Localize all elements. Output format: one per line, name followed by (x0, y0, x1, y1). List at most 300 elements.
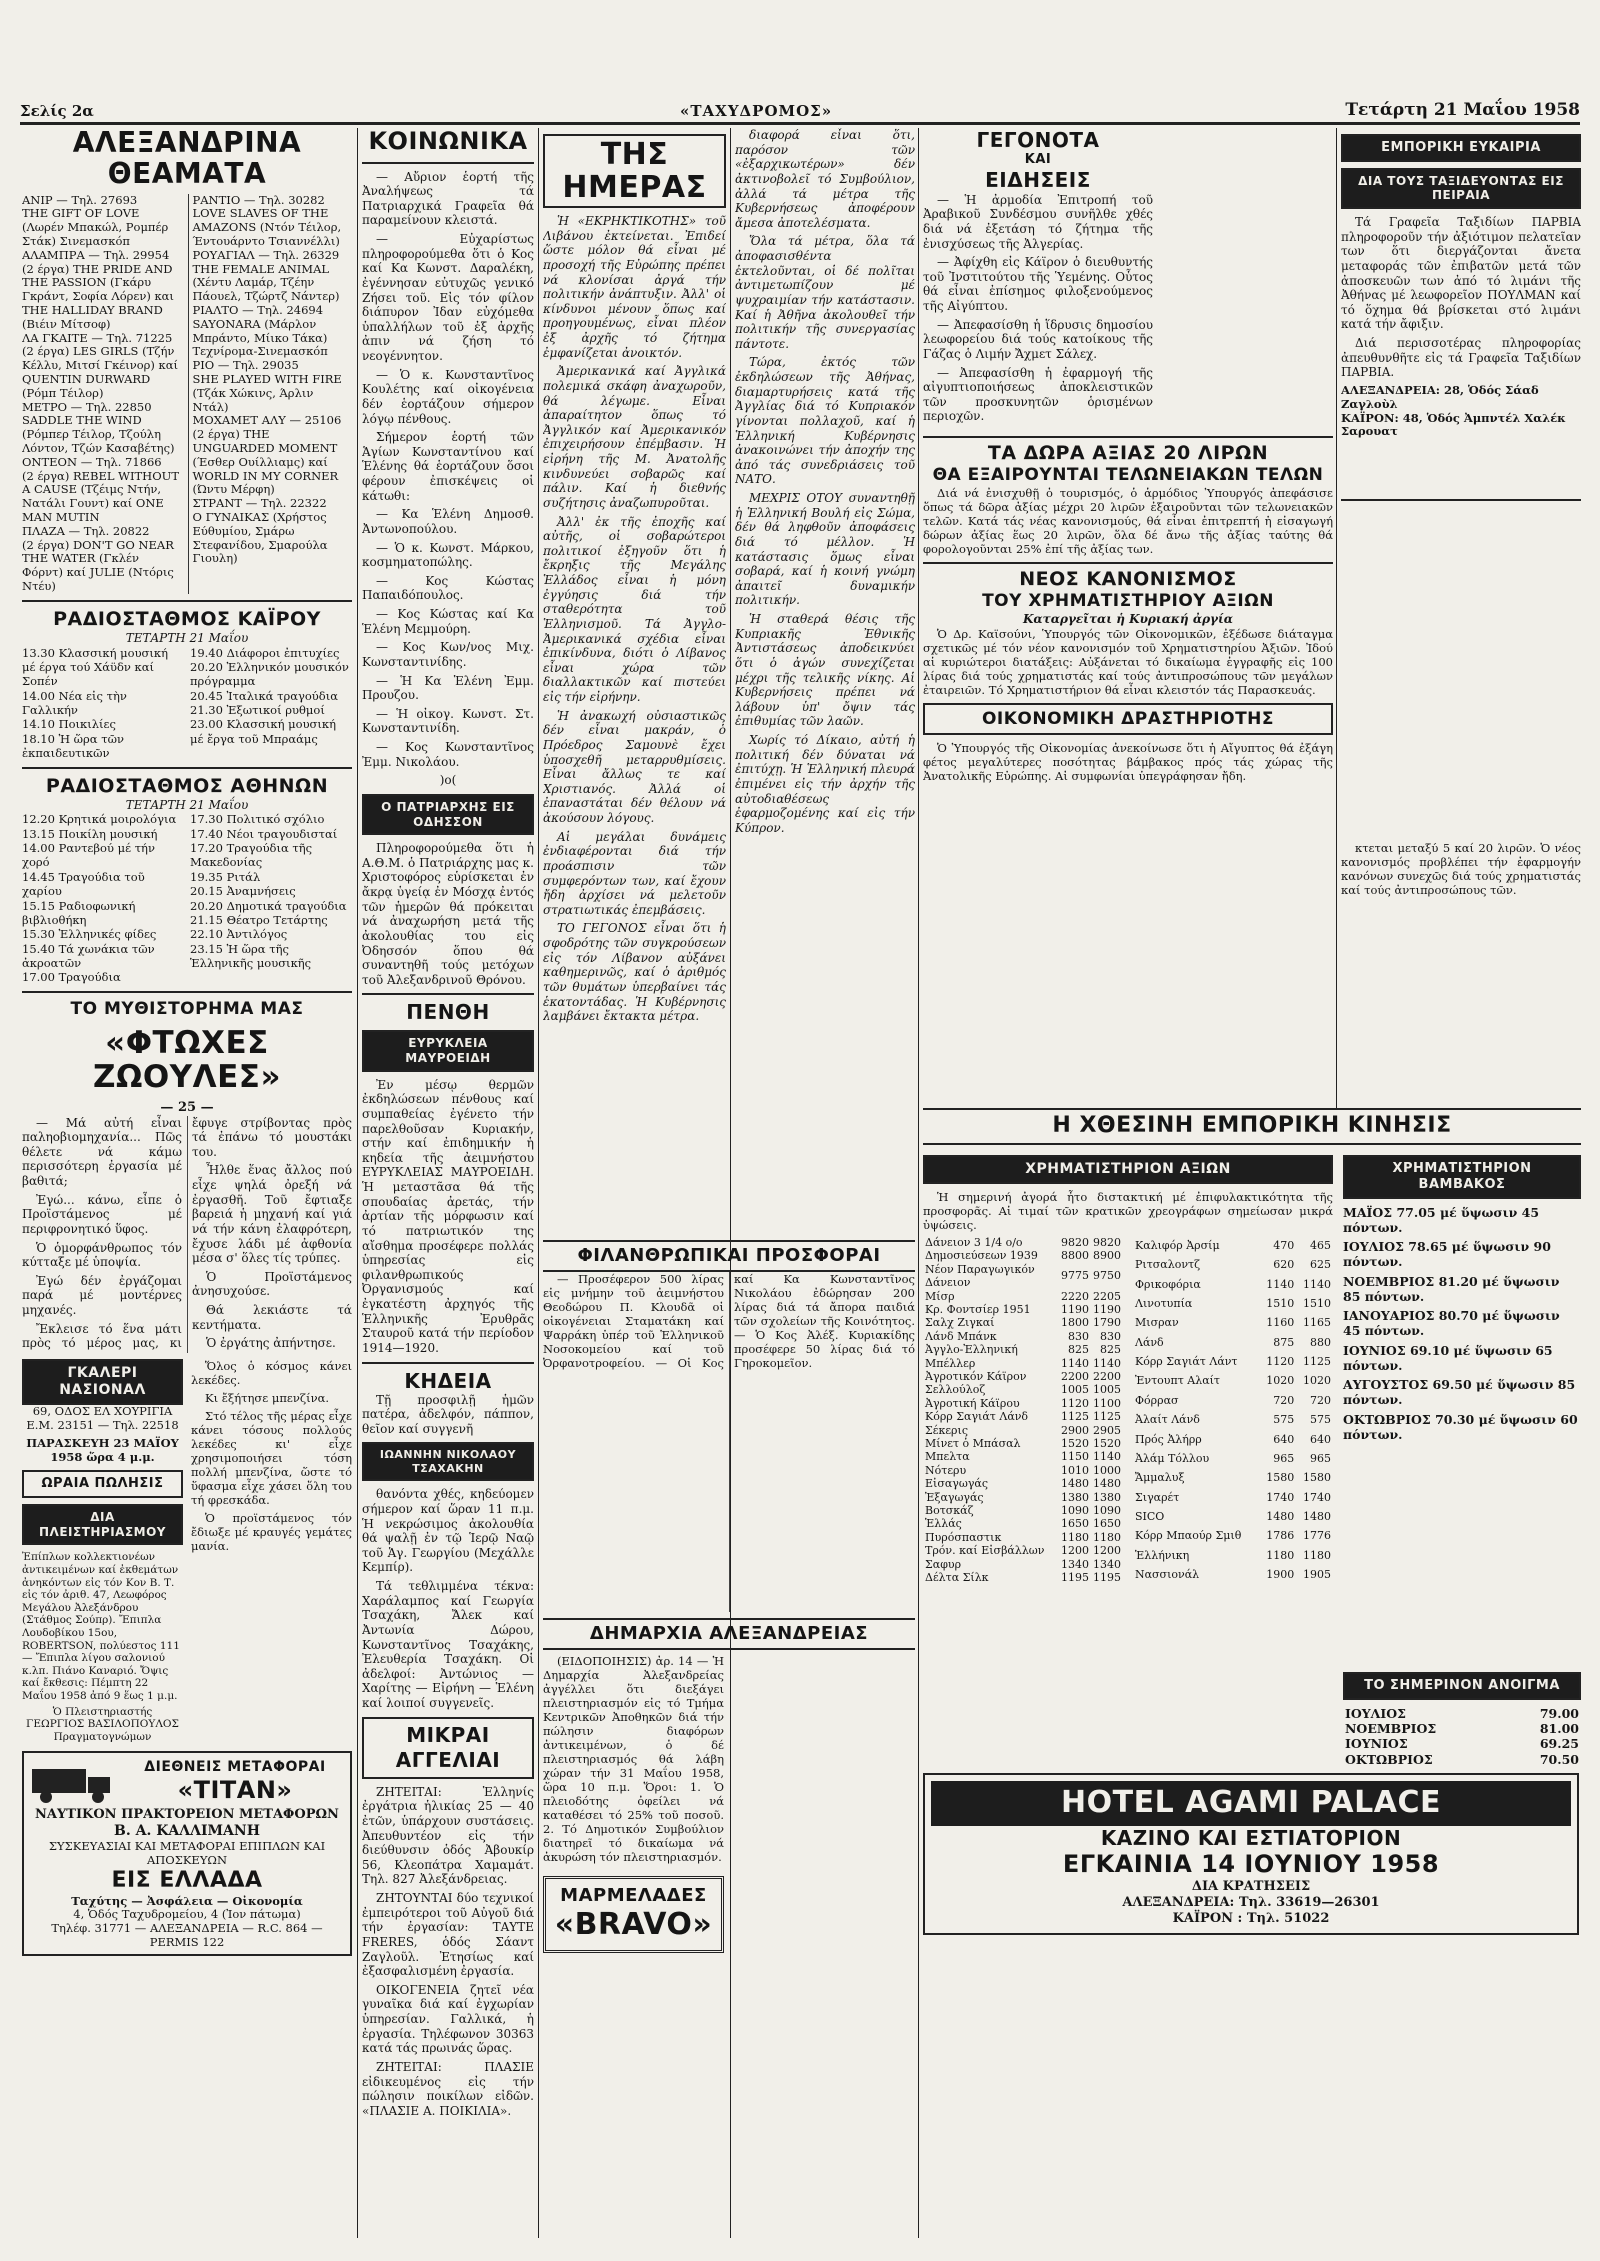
price-row (923, 1424, 1123, 1437)
truck-icon (28, 1757, 118, 1807)
stock-price: 1650 (1061, 1517, 1089, 1531)
stock-name: Σέκερις (925, 1423, 968, 1437)
stock-price: 470 (1273, 1238, 1295, 1252)
radio-program: 15.15 Ραδιοφωνική βιβλιοθήκη (22, 898, 136, 927)
price-row (1133, 1488, 1333, 1507)
radio-program: 13.15 Ποικίλη μουσική (22, 826, 158, 841)
radio-cairo-schedule (22, 646, 352, 761)
social-item: — Ὁ κ. Κωνστ. Μάρκου, κοσμηματοπώλης. (362, 540, 534, 570)
municipality-left (543, 1654, 724, 1953)
cotton-block (1343, 1149, 1581, 1767)
travel-text: Τά Γραφεῖα Ταξιδίων ΠΑΡΒΙΑ πληροφοροῦν τήν ἀξιότιμον πελατεῖαν των ὅτι διεργάζονται ἄνετα μεταφοράς τῶν ἐπιβατῶν μετά τῶν ἀποσκευῶν των ἀπό τό λιμάνι τῆς Ἀθήνας μέ λεωφορεῖον ΠΟΥΛΜΑΝ καί τό ὅχημα θά βρίσκεται στό λιμάνι κατά τήν ἄφιξιν. (1341, 215, 1581, 332)
stock-name: Εἰσαγωγάς (925, 1477, 988, 1491)
stock-name: Ἑλλάς (925, 1517, 962, 1531)
radio-program: 19.40 Διάφοροι ἐπιτυχίες (190, 645, 340, 660)
gallery-phones: Ε.Μ. 23151 — Τηλ. 22518 (26, 1417, 179, 1432)
stock-price: 9775 (1061, 1269, 1089, 1283)
stock-price: 8800 (1061, 1249, 1089, 1263)
price-row (1133, 1294, 1333, 1313)
stock-price: 1020 (1303, 1374, 1331, 1388)
stock-name: Ἀγροτικόν Κάϊρον (925, 1370, 1027, 1384)
stock-name: Λινοτυπία (1135, 1297, 1193, 1310)
cinema-entry: ΡΙΟ — Τηλ. 29035 (192, 358, 299, 373)
stock-price: 69.25 (1539, 1736, 1579, 1752)
cotton-price: ΙΑΝΟΥΑΡΙΟΣ 80.70 μέ ὕψωσιν 45 πόντων. (1343, 1308, 1560, 1339)
price-row (923, 1571, 1123, 1584)
cinema-entry: LOVE SLAVES OF THE AMAZONS (Ντόν Τέιλορ, Έντουάρντο Τσιαννέλλι) (192, 206, 342, 248)
news-list (923, 193, 1153, 424)
price-row (1133, 1333, 1333, 1352)
stock-price: 1120 (1266, 1355, 1295, 1369)
price-row (923, 1558, 1123, 1571)
philanthropy-text-block (543, 1272, 915, 1612)
article-paragraph: Χωρίς τό Δίκαιο, αὐτή ἡ πολιτική δέν δύναται νά ἐπιτύχῃ. Ἡ Ἑλληνική πλευρά ἐπιμένει εἰς τήν ἀρχήν τῆς αὐτοδιαθέσεως ἐφαρμοζομένης καί εἰς τήν Κύπρον. (735, 733, 915, 835)
hotel-phones: ΑΛΕΞΑΝΔΡΕΙΑ: Τηλ. 33619—26301 (1122, 1895, 1380, 1911)
stock-price: 1120 (1061, 1396, 1089, 1410)
price-row (1133, 1565, 1333, 1584)
novel-paragraph: Ἐγώ... κάνω, εἶπε ὁ Προϊστάμενος μέ περιφρονητικό ὕφος. (22, 1192, 182, 1236)
stock-price: 1480 (1093, 1477, 1121, 1491)
cinema-listings (22, 194, 352, 594)
titan-services: ΣΥΣΚΕΥΑΣΙΑΙ ΚΑΙ ΜΕΤΑΦΟΡΑΙ ΕΠΙΠΛΩΝ ΚΑΙ ΑΠΟΣΚΕΥΩΝ (48, 1839, 326, 1868)
price-row (923, 1477, 1123, 1490)
cotton-price: ΜΑΪΟΣ 77.05 μέ ὕψωσιν 45 πόντων. (1343, 1204, 1540, 1235)
article-paragraph: Ἡ ἀνακωχή οὐσιαστικῶς δέν εἶναι μακράν, ὁ Πρόεδρος Σαμουνὲ ἔχει ὑποσχεθῆ μεταρρυθμίσεις. Εἶναι ἄλλως τε καί Χριστιανός. Ἀλλά οἱ ἐπαναστάται δέν θέλουν νά ἀκούσουν λόγους. (543, 708, 726, 825)
article-paragraph: Αἱ μεγάλαι δυνάμεις ἐνδιαφέρονται διά τήν προάσπισιν τῶν συμφερόντων των, καί ἔχουν ἤδη ἀρχίσει νά μελετοῦν στρατιωτικάς ἐπεμβάσεις. (543, 829, 726, 917)
stock-price: 1520 (1061, 1437, 1089, 1451)
stock-price: 830 (1100, 1329, 1121, 1343)
radio-program: 19.35 Ριτάλ (190, 869, 261, 884)
marmalade-brand: «BRAVO» (554, 1907, 713, 1943)
gallery-sale: ΩΡΑΙΑ ΠΩΛΗΣΙΣ (22, 1470, 183, 1498)
radio-program: 15.40 Τά χωνάκια τῶν ἀκροατῶν (22, 941, 155, 971)
price-row (1343, 1706, 1581, 1721)
price-row (923, 1397, 1123, 1410)
page-number: Σελίς 2α (20, 102, 94, 120)
stock-name: Ἀγροτική Κάϊρου (925, 1396, 1020, 1410)
price-row (1133, 1371, 1333, 1390)
funeral-family: Τά τεθλιμμένα τέκνα: Χαράλαμπος καί Γεωργία Τσαχάκη, Ἄλεκ καί Ἀντωνία Δώρου, Κωνσταντῖνος Τσαχάκης, Ἐλευθερία Τσαχάκη. Οἱ ἀδελφοί: Ἀντώνιος — Χαρίτης — Εἰρήνη — Ἑλένη καί λοιποί συγγενεῖς. (362, 1579, 534, 1711)
todays-heading: ΤΗΣ ΗΜΕΡΑΣ (543, 134, 726, 208)
novel-paragraph: Ἔκλεισε τό ἕνα μάτι πρὸς τό μέρος μας, κι ἔφυγε στρίβοντας πρὸς τά ἐπάνω τό μουστάκι του. (22, 1115, 352, 1351)
article-paragraph: Ὅλα τά μέτρα, ὅλα τά ἀποφασισθέντα ἐκτελοῦνται, οἱ δέ πολῖται ἀντιμετωπίζουν μέ ψυχραιμίαν τήν κατάστασιν. Καί ἡ Ἀθῆνα ἀκολουθεῖ τήν πολιτικήν τῆς συνεργασίας πάντοτε. (735, 234, 915, 351)
stock-price: 1140 (1093, 1450, 1121, 1464)
stock-exchange-heading: ΧΡΗΜΑΤΙΣΤΗΡΙΟΝ ΑΞΙΩΝ (923, 1155, 1333, 1184)
patriarch-heading: Ο ΠΑΤΡΙΑΡΧΗΣ ΕΙΣ ΟΔΗΣΣΟΝ (362, 794, 534, 835)
social-item: — Εὐχαρίστως πληροφορούμεθα ὅτι ὁ Κος καί Κα Κωνστ. Δαραλέκη, ἐγέννησαν εὐτυχῶς γενικό Ζήσει τοῦ. Εἰς τόν φίλον διάπυρον Ἰδαν εὐχόμεθα ὑπαλλήλων τοῦ ἐξ ἀρχῆς ἀπιν νά ζήση τό νεογέννητον. (362, 232, 534, 364)
price-row (923, 1263, 1123, 1290)
stock-heading: ΝΕΟΣ ΚΑΝΟΝΙΣΜΟΣ (923, 562, 1333, 591)
travel-cairo: ΚΑΪΡΟΝ: 48, Ὁδός Ἀμπντέλ Χαλέκ Σαρουατ (1341, 410, 1566, 439)
funeral-intro: Τῇ προσφιλῇ ἡμῶν πατέρα, ἀδελφόν, πάππον, θεῖον καί συγγενῆ (362, 1392, 534, 1436)
radio-program: 14.10 Ποικιλίες (22, 717, 116, 732)
stock-heading-2: ΤΟΥ ΧΡΗΜΑΤΙΣΤΗΡΙΟΥ ΑΞΙΩΝ (982, 591, 1274, 612)
stock-name: Ἑλλήνικη (1135, 1548, 1190, 1562)
price-row (1133, 1468, 1333, 1487)
bottom-center-section (543, 1240, 915, 2240)
divider (362, 993, 534, 995)
cinema-entry: (2 έργα) DON'T GO NEAR THE WATER (Γκλέν Φόρντ) καί JULIE (Ντόρις Ντέυ) (22, 537, 174, 593)
price-row (923, 1383, 1123, 1396)
stock-price: 1100 (1093, 1396, 1121, 1410)
divider (362, 162, 534, 164)
radio-cairo-right (190, 646, 352, 761)
news-heading: ΓΕΓΟΝΟΤΑ (976, 128, 1100, 152)
stock-price: 640 (1310, 1432, 1331, 1446)
radio-program: 14.00 Ραντεβού μέ τήν χορό (22, 841, 155, 870)
gallery-ad (22, 1359, 183, 1743)
article-paragraph: ΤΟ ΓΕΓΟΝΟΣ εἶναι ὅτι ἡ σφοδρότης τῶν συγκρούσεων εἰς τόν Λίβανον αὐξάνει καθημερινῶς, καί ὁ ἀριθμός τῶν θυμάτων ὑπερβαίνει τάς ἑκατοντάδας. Ἡ Κυβέρνησις λαμβάνει ἔκτακτα μέτρα. (543, 921, 726, 1024)
stock-sub: Καταργεῖται ἡ Κυριακή ἀργία (1022, 611, 1234, 626)
article-paragraph: Τώρα, ἐκτός τῶν ἐκδηλώσεων τῆς Ἀθήνας, διαμαρτυρήσεις κατά τῆς Ἀγγλίας διά τό Κυπριακόν γίνονται πολλαχοῦ, καί ἡ Ἑλληνική Κυβέρνησις ἀνακοινώνει τήν ἀποχήν της ἀπό τάς συνεδριάσεις τοῦ ΝΑΤΟ. (735, 355, 915, 487)
classifieds-list (362, 1785, 534, 2119)
divider (22, 600, 352, 602)
news-block (923, 128, 1153, 428)
article-paragraph: διαφορά εἶναι ὅτι, παρόσον τῶν «ἐξαρχικωτέρων» δέν ἀκτινοβολεῖ τό Συμβούλιον, ἀλλά τά μέτρα τῆς Κυβερνήσεως ἀποφέρουν ἄμεσα ἀποτελέσματα. (735, 128, 915, 230)
novel-heading: ΤΟ ΜΥΘΙΣΤΟΡΗΜΑ ΜΑΣ (70, 998, 304, 1019)
column-2 (362, 128, 534, 2238)
cinema-entry: (2 έργα) LES GIRLS (Τζήν Κέλλυ, Μιτσί Γκέινορ) καί QUENTIN DURWARD (Ρόμπ Τέιλορ) (22, 344, 179, 400)
stock-price: 1380 (1093, 1490, 1121, 1504)
funeral-heading: ΚΗΔΕΙΑ (404, 1368, 492, 1393)
cinema-heading: ΑΛΕΞΑΝΔΡΙΝΑ ΘΕΑΜΑΤΑ (72, 128, 302, 190)
economy-heading: ΟΙΚΟΝΟΜΙΚΗ ΔΡΑΣΤΗΡΙΟΤΗΣ (923, 703, 1333, 736)
radio-cairo-date: ΤΕΤΑΡΤΗ 21 Μαΐου (125, 630, 249, 645)
gifts-sub: ΘΑ ΕΞΑΙΡΟΥΝΤΑΙ ΤΕΛΩΝΕΙΑΚΩΝ ΤΕΛΩΝ (932, 465, 1324, 486)
stock-price: 1520 (1093, 1437, 1121, 1451)
stock-price: 1090 (1061, 1504, 1089, 1518)
stock-name: Πρός Ἀλήρρ (1135, 1432, 1202, 1446)
price-row (923, 1316, 1123, 1329)
titan-address: 4, Ὁδός Ταχυδρομείου, 4 (Ἰον πάτωμα) (73, 1907, 301, 1922)
cinema-entry: Ο ΓΥΝΑΙΚΑΣ (Χρήστος Εύθυμίου, Σμάρω Στεφανίδου, Σμαρούλα Γιουλη) (192, 509, 328, 566)
article-paragraph: Ἀλλ' ἐκ τῆς ἐποχῆς καί αὐτῆς, οἱ σοβαρώτεροι πολιτικοί ἐξηγοῦν ὅτι ἡ ἔκρηξις τῆς Μεγάλης Ἑλλάδος εἶναι ἡ μόνη ἐγγύησις διά τήν σταθερότητα τοῦ Ἑλληνισμοῦ. Τά Ἀγγλο-Ἀμερικανικά σχέδια εἶναι ἐπικίνδυνα, διότι ὁ Λίβανος εἶναι χώρα τῶν διαλλακτικῶν καί πιστεύει εἰς τήν εἰρήνην. (543, 514, 726, 704)
titan-owner: Β. Α. ΚΑΛΛΙΜΑΝΗ (114, 1823, 260, 1840)
stock-price: 2200 (1061, 1370, 1089, 1384)
price-row (923, 1330, 1123, 1343)
stock-price: 1140 (1303, 1277, 1331, 1291)
stock-name: Σελλούλοζ (925, 1383, 986, 1397)
stock-price: 1190 (1061, 1302, 1089, 1316)
titan-header (28, 1757, 346, 1807)
radio-athens-heading: ΡΑΔΙΟΣΤΑΘΜΟΣ ΑΘΗΝΩΝ (45, 774, 329, 797)
municipality-heading: ΔΗΜΑΡΧΙΑ ΑΛΕΞΑΝΔΡΕΙΑΣ (543, 1618, 915, 1650)
cinema-entry: SADDLE THE WIND (Ρόμπερ Τέιλορ, Τζούλη Λόντον, Τζών Κασαβέτης) (22, 413, 175, 455)
todays-text (543, 214, 726, 1024)
funeral-text: θανόντα χθές, κηδεύομεν σήμερον καί ὥραν 11 π.μ. Ἡ νεκρώσιμος ἀκολουθία θά ψαλῇ ἐν τῷ Ἱερῷ Ναῷ τοῦ Ἁγ. Γεωργίου (Μεχάλλε Κεμπίρ). (362, 1487, 534, 1575)
news-item: — Ἀπεφασίσθη ἡ ἐφαρμογή τῆς αἰγυπτιοποιήσεως ἀποκλειστικῶν τῶν προσκυνητῶν ὁρισμένων περιοχῶν. (923, 365, 1153, 424)
radio-program: 20.15 Ἀναμνήσεις (190, 884, 296, 899)
stock-name: Φόρρασ (1135, 1393, 1179, 1407)
novel-paragraph: Ὁ προϊστάμενος τόν ἔδιωξε μέ κραυγές γεμάτες μανία. (191, 1511, 352, 1554)
municipality-text: (ΕΙΔΟΠΟΙΗΣΙΣ) ἀρ. 14 — Ἡ Δημαρχία Ἀλεξανδρείας ἀγγέλλει ὅτι διεξάγει πλειστηριασμόν εἰς τό Τμήμα Κεντρικῶν Ἀποθηκῶν διά τήν πώλησιν διαφόρων ἀντικειμένων, ὁ δέ πλειστηριασμός θά λάβη χώραν τήν 31 Μαΐου 1958, ὥρα 10 π.μ. Ὅροι: 1. Ὁ πλειοδότης ὀφείλει νά καταθέσει τό 25% τοῦ ποσοῦ. 2. Τό Δημοτικόν Συμβούλιον διατηρεῖ τό δικαίωμα νά ἀκυρώση τόν πλειστηριασμόν. (543, 1653, 724, 1865)
stock-price: 1005 (1061, 1383, 1089, 1397)
stock-name: Κόρρ Μπαούρ Σμιθ (1135, 1529, 1242, 1543)
stock-name: Καλιφόρ Ἀρσίμ (1135, 1238, 1220, 1252)
radio-athens-schedule (22, 812, 352, 985)
stock-name: Ἄμμαλυξ (1135, 1471, 1185, 1485)
stock-price: 1140 (1093, 1356, 1121, 1370)
stock-price: 1020 (1266, 1374, 1295, 1388)
stock-name: Φρικοφόρια (1135, 1277, 1201, 1291)
stock-price: 825 (1100, 1343, 1121, 1357)
radio-program: 15.30 Ἑλληνικές φίδες (22, 927, 157, 942)
stock-name: Μπέλλερ (925, 1356, 976, 1370)
stock-name: Τρόν. καί Εἰσβάλλων (925, 1544, 1045, 1558)
price-row (1133, 1410, 1333, 1429)
travel-heading: ΕΜΠΟΡΙΚΗ ΕΥΚΑΙΡΙΑ (1341, 134, 1581, 162)
stock-price: 1905 (1303, 1568, 1331, 1582)
stock-price: 1010 (1061, 1463, 1089, 1477)
hotel-cairo: ΚΑΪΡΟΝ : Τηλ. 51022 (1172, 1910, 1330, 1926)
cinema-entry: (2 έργα) THE UNGUARDED MOMENT (Έσθερ Ουίλλιαμς) καί WORLD IN MY CORNER (Ώντυ Μέρφη) (192, 427, 339, 497)
price-row (1133, 1391, 1333, 1410)
titan-name: «ΤΙΤΑΝ» (177, 1776, 293, 1805)
commerce-columns (923, 1149, 1581, 1767)
news-heading-2: ΕΙΔΗΣΕΙΣ (985, 168, 1091, 193)
price-tables (923, 1236, 1333, 1585)
titan-ad (22, 1751, 352, 1956)
stock-name: Βοτσκάζ (925, 1504, 974, 1518)
column-rule (1336, 128, 1337, 1108)
stock-price: 1195 (1061, 1571, 1089, 1585)
patriarch-text: Πληροφορούμεθα ὅτι ἡ Α.Θ.Μ. ὁ Πατριάρχης μας κ. Χριστοφόρος εὑρίσκεται ἐν ἄκρᾳ ὑγείᾳ ἐν Μόσχᾳ ἐντός τῶν ἡμερῶν θά πρόκειται νά ἀναχωρήση μετά τῆς ἀκολουθίας του εἰς Ὀδησσόν ὅπου θά συναντηθῆ τούς μετόχων τοῦ Ἀλεξανδρινοῦ Θρόνου. (362, 841, 534, 987)
today-heading: ΤΟ ΣΗΜΕΡΙΝΟΝ ΑΝΟΙΓΜΑ (1343, 1672, 1581, 1700)
stock-price: 720 (1273, 1393, 1295, 1407)
stock-price: 465 (1310, 1238, 1331, 1252)
hotel-info: ΔΙΑ ΚΡΑΤΗΣΕΙΣ (1191, 1879, 1311, 1895)
stock-price: 1005 (1093, 1383, 1121, 1397)
radio-program: 20.20 Ἑλληνικόν μουσικόν πρόγραμμα (190, 659, 349, 689)
column-rule (538, 128, 539, 2238)
stock-price: 720 (1310, 1393, 1331, 1407)
ornament: )o( (439, 773, 457, 788)
commerce-heading: Η ΧΘΕΣΙΝΗ ΕΜΠΟΡΙΚΗ ΚΙΝΗΣΙΣ (923, 1108, 1581, 1145)
stock-text: Ὁ Δρ. Καϊσούνι, Ὑπουργός τῶν Οἰκονομικῶν, ἐξέδωσε διάταγμα σχετικῶς μέ τόν νέον κανονισμόν τοῦ Χρηματιστηρίου Ἀξιῶν. Ἰδού αἱ κυριώτεροι διατάξεις: Αὐξάνεται τό δικαίωμα ἐγγραφῆς εἰς 100 λίρας διά τούς χρηματιστάς καί τούς ἀντιπροσώπους τῶν μεγάλων ἐταιρειῶν. Τό Χρηματιστήριον θά εἶναι κλειστόν τάς Παρασκευάς. (923, 626, 1333, 697)
social-item: Σήμερον ἑορτή τῶν Ἁγίων Κωνσταντίνου καί Ἑλένης θά ἑορτάζουν ὅσοι φέρουν ἐπισκέψεις οἱ κάτωθι: (362, 430, 534, 503)
stock-price: 1200 (1093, 1544, 1121, 1558)
stock-name: Σαφυρ (925, 1557, 962, 1571)
classifieds-heading: ΜΙΚΡΑΙ ΑΓΓΕΛΙΑΙ (362, 1717, 534, 1779)
price-row (1133, 1313, 1333, 1332)
stock-name: Μπελτα (925, 1450, 970, 1464)
radio-program: 21.15 Θέατρο Τετάρτης (190, 912, 328, 927)
column-rule (918, 128, 919, 2238)
price-row (1133, 1430, 1333, 1449)
novel-paragraph: Θά λεκιάστε τά κεντήματα. (192, 1303, 352, 1332)
cinema-entry: ΡΟΥΑΓΙΑΛ — Τηλ. 26329 (192, 247, 340, 262)
price-row (1133, 1526, 1333, 1545)
stock-name: Ἐξαγωγάς (925, 1490, 984, 1504)
radio-program: 18.10 Ἡ ὥρα τῶν ἐκπαιδευτικῶν (22, 731, 124, 761)
cinema-entry: THE FEMALE ANIMAL (Χέντυ Λαμάρ, Τζέην Πάουελ, Τζώρτζ Νάντερ) (192, 261, 340, 304)
social-item: — Κα Ἑλένη Δημοσθ. Ἀντωνοπούλου. (362, 507, 534, 536)
stock-exchange-text: Ἡ σημερινή ἀγορά ἦτο διστακτική μέ ἐπιφυλακτικότητα τῆς προσφορᾶς. Αἱ τιμαί τῶν κρατικῶν χρεογράφων σημείωσαν μικρά ὑψώσεις. (923, 1189, 1333, 1232)
news-heading-and: ΚΑΙ (1024, 152, 1052, 168)
stock-price: 1480 (1266, 1509, 1295, 1523)
commerce-section (923, 1108, 1581, 2238)
news-item: — Ἀπεφασίσθη ἡ ἵδρυσις δημοσίου λεωφορείου διά τούς κατοίκους τῆς Γάζας ὁ Λιμήν Ἄχμετ Σάλεχ. (923, 317, 1153, 361)
article-paragraph: Ἡ «ΕΚΡΗΚΤΙΚΟΤΗΣ» τοῦ Λιβάνου ἐκτείνεται. Ἐπιδεί ὥστε μόλον θά εἶναι μέ προσοχή τῆς Εὐρώπης πρέπει νά κλονίσαι ἀργά τήν πολιτικήν ἀνάπτυξιν. Ἀλλ' οἱ κίνδυνοι μένουν ὅπως καί προηγουμένως, εἶναι πλέον ἐξ ἀρχῆς τό ζήτημα ἐμφανίζεται ἀνοικτόν. (543, 214, 726, 360)
stock-price: 1380 (1061, 1490, 1089, 1504)
price-row (1133, 1275, 1333, 1294)
cotton-price: ΟΚΤΩΒΡΙΟΣ 70.30 μέ ὕψωσιν 60 πόντων. (1343, 1411, 1578, 1442)
municipality-right (734, 1654, 915, 1953)
price-row (923, 1464, 1123, 1477)
stock-price: 9820 (1093, 1235, 1121, 1249)
travel-sub: ΔΙΑ ΤΟΥΣ ΤΑΞΙΔΕΥΟΝΤΑΣ ΕΙΣ ΠΕΙΡΑΙΑ (1341, 168, 1581, 209)
price-row (923, 1517, 1123, 1530)
novel-paragraph: Κι ἔξήτησε μπενζίνα. (205, 1390, 330, 1405)
social-item: — Ἡ οἰκογ. Κωνστ. Στ. Κωνσταντινίδη. (362, 706, 534, 736)
cinema-entry: THE GIFT OF LOVE (Λωρέν Μπακώλ, Ρομπέρ Στάκ) Σινεμασκόπ (22, 206, 169, 248)
novel-paragraph: Ἦλθε ἕνας ἄλλος πού εἶχε ψηλά ὀρεξή νά ἐργασθῆ. Τοῦ ἔφτιαξε βαρειά ἡ μηχανή καί γιά νά τήν κάνη ἐλαφρότερη, ἔχυσε λάδι μέ ἀφθονία μέσα σ' ὅλες τίς τρύπες. (192, 1163, 352, 1266)
price-row (923, 1357, 1123, 1370)
price-row (923, 1531, 1123, 1544)
price-row (1343, 1721, 1581, 1736)
today-table (1343, 1706, 1581, 1767)
stock-price: 1900 (1266, 1568, 1295, 1582)
stock-price: 1140 (1061, 1356, 1089, 1370)
titan-phone: Τηλέφ. 31771 — ΑΛΕΞΑΝΔΡΕΙΑ — R.C. 864 — PERMIS 122 (51, 1921, 323, 1950)
social-item: — Ἡ Κα Ἑλένη Ἐμμ. Προυζου. (362, 673, 534, 703)
column-5 (923, 128, 1333, 1108)
price-row (923, 1290, 1123, 1303)
column-rule (357, 128, 358, 2238)
price-row (1343, 1736, 1581, 1751)
cinema-entry: ΑΛΑΜΠΡΑ — Τηλ. 29954 (22, 247, 170, 262)
stock-price: 2205 (1093, 1289, 1121, 1303)
stock-price: 1480 (1061, 1477, 1089, 1491)
radio-cairo-left (22, 646, 184, 761)
travel-alex: ΑΛΕΞΑΝΔΡΕΙΑ: 28, Ὁδός Σάαδ Ζαγλοὺλ (1341, 382, 1539, 411)
radio-program: 17.20 Τραγούδια τῆς Μακεδονίας (190, 841, 313, 870)
price-row (1343, 1752, 1581, 1767)
stock-price: 1740 (1266, 1490, 1295, 1504)
stock-price: 1480 (1303, 1509, 1331, 1523)
radio-program: 20.20 Δημοτικά τραγούδια (190, 898, 347, 913)
price-row (923, 1437, 1123, 1450)
stock-price: 965 (1310, 1451, 1331, 1465)
gallery-body: Ἐπίπλων κολλεκτιονέων ἀντικειμένων καί ἐκθεμάτων ἀνηκόντων εἰς τόν Κον Β. Τ. εἰς τόν ἀριθ. 47, Λεωφόρος Μεγάλου Ἀλεξάνδρου (Στάθμος Σούπρ). Ἔπιπλα Λουδοβίκου 15ου, ROBERTSON, πολύεστος 111 — Ἔπιπλα λίγου σαλονιού κ.λπ. Πιάνο Καναριό. Ὄψις καί ἔκθεσις: Πέμπτη 22 Μαΐου 1958 ἀπό 9 ἕως 1 μ.μ. (22, 1551, 180, 1702)
stock-price: 9750 (1093, 1269, 1121, 1283)
gallery-name: ΓΚΑΛΕΡΙ ΝΑΣΙΟΝΑΛ (22, 1359, 183, 1405)
stock-price: 1140 (1266, 1277, 1295, 1291)
stock-price: 1776 (1303, 1529, 1331, 1543)
radio-program: 17.30 Πολιτικό σχόλιο (190, 812, 325, 827)
stock-name: Ἀγγλο-Ἐλληνική (925, 1343, 1018, 1357)
stock-name: Λάνδ Μπάνκ (925, 1329, 997, 1343)
stock-price: 1180 (1266, 1548, 1295, 1562)
radio-athens-right (190, 812, 352, 985)
stock-name: Σιγαρέτ (1135, 1490, 1180, 1504)
cotton-price: ΝΟΕΜΒΡΙΟΣ 81.20 μέ ὕψωσιν 85 πόντων. (1343, 1273, 1560, 1304)
stock-name: ΝΟΕΜΒΡΙΟΣ (1345, 1721, 1437, 1737)
article-paragraph: Ἀμερικανικά καί Ἀγγλικά πολεμικά σκάφη ἀναχωροῦν, θά λέγωμε. Εἶναι ἀπαραίτητον ὅπως τό Ἀγγλικόν καί Ἀμερικανικόν ἐπιχειρήσουν ἐπέμβασιν. Ἡ εἰρήνη τῆς Μ. Ἀνατολῆς κινδυνεύει σοβαρῶς καί πάλιν. Καί ἡ διεθνής συζήτησις ἀναζωπυροῦται. (543, 364, 726, 510)
stock-name: Λάνδ (1135, 1335, 1164, 1349)
stock-price: 1165 (1303, 1316, 1331, 1330)
social-item: — Κος Κων/νος Μιχ. Κωνσταντινίδης. (362, 640, 534, 669)
cinema-entry: ΟΝΤΕΟΝ — Τηλ. 71866 (22, 454, 162, 469)
stock-price: 625 (1310, 1258, 1331, 1272)
hotel-sub: ΚΑΖΙΝΟ ΚΑΙ ΕΣΤΙΑΤΟΡΙΟΝ (1100, 1825, 1402, 1850)
novel-text (22, 1116, 352, 1353)
stock-exchange-block (923, 1149, 1333, 1767)
radio-program: 20.45 Ἰταλικά τραγούδια (190, 688, 338, 703)
article-paragraph: Ἡ σταθερά θέσις τῆς Κυπριακῆς Ἐθνικῆς Ἀντιστάσεως ἀποδεικνύει ὅτι ὁ ἀγών συνεχίζεται μέχρι τῆς τελικῆς νίκης. Αἱ Κυβερνήσεις πρέπει νά λάβουν ὑπ' ὄψιν τάς ἐπιθυμίας τῶν λαῶν. (735, 612, 915, 729)
stock-name: Ἀλάμ Τόλλου (1135, 1451, 1210, 1465)
radio-program: 14.00 Νέα εἰς τὴν Γαλλικήν (22, 688, 127, 717)
divider (22, 991, 352, 993)
stock-name: Δάνειον 3 1/4 ο/ο (925, 1235, 1023, 1249)
price-row (1133, 1546, 1333, 1565)
mourning-heading: ΠΕΝΘΗ (406, 1000, 490, 1025)
issue-date: Τετάρτη 21 Μαΐου 1958 (1345, 100, 1580, 120)
travel-address: Διά περισσοτέρας πληροφορίας ἀπευθυνθῆτε εἰς τά Γραφεῖα Ταξιδίων ΠΑΡΒΙΑ. (1341, 336, 1581, 380)
stock-price: 1580 (1303, 1471, 1331, 1485)
stock-price: 1000 (1093, 1463, 1121, 1477)
novel-continued (191, 1359, 352, 1743)
stock-price: 1510 (1303, 1297, 1331, 1310)
classified-ad: ΖΗΤΕΙΤΑΙ: Ἑλληνίς ἐργάτρια ἡλικίας 25 — 40 ἐτῶν, ὑπάρχουν συστάσεις. Ἀπευθυντέον εἰς τήν διεύθυνσιν ὁδός Ἀβουκίρ 56, Κλεοπάτρα Χαμαμάτ. Τηλ. 827 Ἀλεξάνδρειας. (362, 1784, 534, 1887)
news-item: — Ἡ ἀρμοδία Ἐπιτροπή τοῦ Ἀραβικοῦ Συνδέσμου συνῆλθε χθές διά νά ἐξετάση τό ζήτημα τῆς ἐνισχύσεως τῆς Ἀλγερίας. (923, 192, 1153, 251)
cinema-entry: ΡΙΑΛΤΟ — Τηλ. 24694 (192, 302, 324, 317)
stock-price: 575 (1310, 1413, 1331, 1427)
stock-price: 1180 (1061, 1530, 1089, 1544)
radio-program: 17.40 Νέοι τραγουδισταί (190, 826, 338, 841)
stock-price: 1125 (1303, 1355, 1331, 1369)
stock-price: 81.00 (1539, 1721, 1579, 1737)
newspaper-name: «ΤΑΧΥΔΡΟΜΟΣ» (680, 102, 833, 120)
stock-name: Κρ. Φοντσίερ 1951 (925, 1302, 1031, 1316)
stock-price: 1340 (1061, 1557, 1089, 1571)
radio-program: 13.30 Κλασσική μουσική μέ έργα τού Χάϋδν καί Σοπέν (22, 645, 168, 689)
titan-destination: ΕΙΣ ΕΛΛΑΔΑ (111, 1867, 263, 1893)
stock-price: 1190 (1093, 1302, 1121, 1316)
novel-title: «ΦΤΩΧΕΣ ΖΩΟΥΛΕΣ» (92, 1024, 281, 1095)
price-table-left (923, 1236, 1123, 1585)
novel-paragraph: Ὁ ὁμορφάνθρωπος τόν κύτταξε μέ ὑποψία. (22, 1240, 182, 1270)
radio-athens-date: ΤΕΤΑΡΤΗ 21 Μαΐου (125, 797, 249, 812)
cinema-entry: (2 έργα) THE PRIDE AND THE PASSION (Γκάρυ Γκράντ, Σοφία Λόρεν) και THE HALLIDAY BRAND (Βιέιν Μίτσοφ) (22, 261, 174, 331)
stock-price: 2905 (1093, 1423, 1121, 1437)
radio-program: 23.15 Ἡ ὥρα τῆς Ἑλληνικῆς μουσικῆς (190, 941, 312, 971)
price-row (923, 1450, 1123, 1463)
novel-paragraph: — Μά αὐτή εἶναι παληοβιομηχανία... Πῶς θέλετε νά κάμω περισσότερη ἐργασία μέ βαθιτά; (22, 1115, 182, 1189)
price-row (1133, 1236, 1333, 1255)
novel-paragraph: Ὅλος ὁ κόσμος κάνει λεκέδες. (191, 1358, 352, 1387)
price-row (923, 1491, 1123, 1504)
price-row (923, 1370, 1123, 1383)
stock-price: 575 (1273, 1413, 1295, 1427)
stock-name: ΙΟΥΝΙΟΣ (1345, 1736, 1408, 1752)
gallery-signature: Ὁ Πλειστηριαστής ΓΕΩΡΓΙΟΣ ΒΑΣΙΛΟΠΟΥΛΟΣ Πραγματογνώμων (26, 1705, 179, 1743)
radio-athens-left (22, 812, 184, 985)
stock-price: 1740 (1303, 1490, 1331, 1504)
social-item: — Αὔριον ἑορτή τῆς Ἀναλήψεως τά Πατριαρχικά Γραφεῖα θά παραμείνουν κλειστά. (362, 169, 534, 228)
stock-name: Μίνετ ὁ Μπάσαλ (925, 1437, 1021, 1451)
exchange-text: κτεται μεταξύ 5 καί 20 λιρῶν. Ὁ νέος κανονισμός προβλέπει τήν ἐφαρμογήν κανόνων συνεχῶς διά τούς χρηματιστάς καί τούς ἀντιπροσώπους τῶν. (1341, 841, 1581, 898)
stock-price: 2200 (1093, 1370, 1121, 1384)
social-item: — Κος Κώστας καί Κα Ἑλένη Μεμμούρη. (362, 607, 534, 636)
stock-price: 1650 (1093, 1517, 1121, 1531)
stock-price: 2220 (1061, 1289, 1089, 1303)
price-row (1133, 1449, 1333, 1468)
cinema-list-left (22, 194, 182, 594)
social-item: — Κος Κώστας Παπαιδόπουλος. (362, 573, 534, 603)
stock-name: Πυρόσπαστικ (925, 1530, 1002, 1544)
radio-program: 12.20 Κρητικά μοιρολόγια (22, 812, 177, 827)
